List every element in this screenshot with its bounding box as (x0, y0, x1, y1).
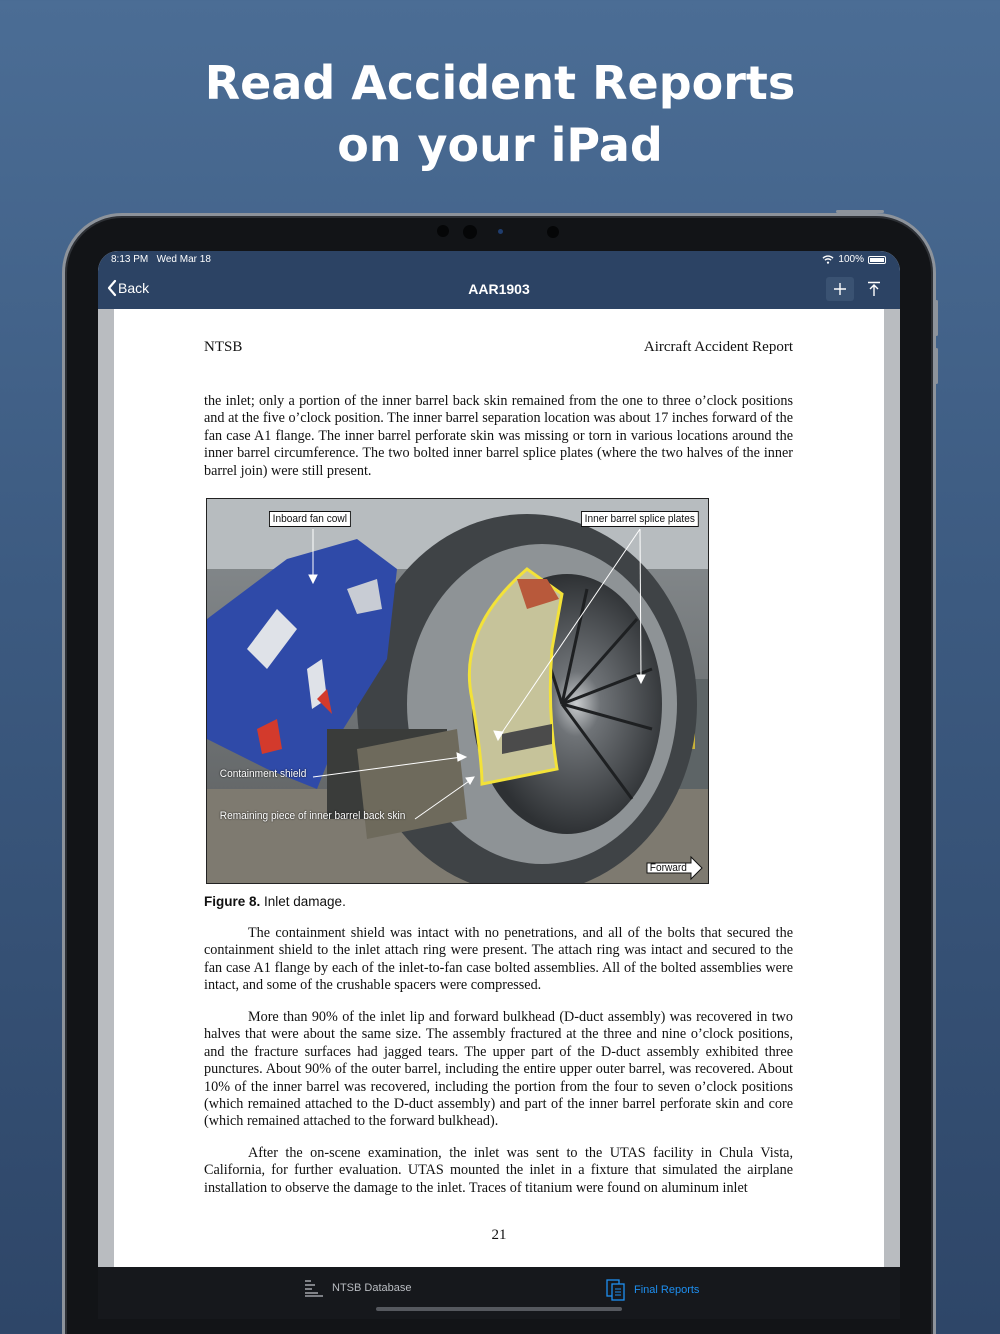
marketing-headline (0, 52, 1000, 176)
documents-icon (606, 1279, 626, 1301)
engine-photo (207, 499, 709, 884)
headline-line-1: Read Accident Reports (204, 56, 796, 110)
caption-number: Figure 8. (204, 894, 261, 909)
status-bar (98, 251, 900, 271)
tab-label-final-reports: Final Reports (634, 1284, 700, 1296)
label-inner-barrel-splice-plates: Inner barrel splice plates (581, 511, 699, 527)
status-time: 8:13 PM (111, 254, 149, 265)
document-title: AAR1903 (468, 281, 530, 297)
add-button[interactable] (826, 277, 854, 301)
scroll-top-button[interactable] (860, 277, 888, 301)
label-remaining-piece: Remaining piece of inner barrel back skin (219, 810, 406, 822)
tab-ntsb-database[interactable] (304, 1279, 411, 1297)
paragraph-2: The containment shield was intact with no penetrations, and all of the bolts that secured the containment shield to the inlet attach ring were present. The attach ring was intact and secured to the fan case A1 flange by each of the inlet-to-fan case bolted assemblies. All of the bolted assemblies were intact, and some of the crushable spacers were compressed. (204, 925, 793, 994)
tab-final-reports[interactable] (606, 1279, 699, 1301)
paragraph-3: More than 90% of the inlet lip and forward bulkhead (D-duct assembly) was recovered in two halves that were about the same size. The assembly fractured at the three and nine o’clock positions, and the fracture surfaces had jagged tears. The upper part of the D-duct assembly exhibited three punctures. About 90% of the outer barrel, including the entire upper outer barrel, was recovered. About 10% of the inner barrel was recovered, including the portion from the four to seven o’clock positions (which remained attached to the D-duct assembly) and part of the inner barrel perforate skin and core (which remained attached to the forward bulkhead). (204, 1009, 793, 1130)
camera-dot (463, 225, 477, 239)
camera-dot (437, 225, 449, 237)
back-label: Back (118, 280, 150, 296)
header-left: NTSB (204, 339, 243, 355)
document-viewer[interactable] (98, 309, 900, 1267)
figure-caption (204, 894, 346, 909)
volume-button (935, 348, 938, 384)
header-right: Aircraft Accident Report (643, 339, 793, 355)
paragraph-4: After the on-scene examination, the inlet was sent to the UTAS facility in Chula Vista, California, for further evaluation. UTAS mounted the inlet in a fixture that simulated the airplane installation to observe the damage to the inlet. Traces of titanium were found on aluminum inlet (204, 1145, 793, 1196)
headline-line-2: on your iPad (337, 118, 663, 172)
page-number: 21 (491, 1227, 507, 1243)
battery-percent: 100% (838, 254, 864, 265)
volume-button (935, 300, 938, 336)
power-button (836, 210, 884, 213)
tab-bar (98, 1267, 900, 1319)
camera-dot (498, 229, 503, 234)
navigation-bar (98, 271, 900, 309)
paragraph-1: the inlet; only a portion of the inner barrel back skin remained from the one to three o’clock positions and at the five o’clock position. The inner barrel separation location was about 17 inches forward of the fan case A1 flange. The inner barrel perforate skin was missing or torn in various locations around the inner barrel circumference. The two bolted inner barrel splice plates (where the two halves of the inner barrel join) were still present. (204, 393, 793, 479)
label-containment-shield: Containment shield (219, 768, 307, 780)
caption-text: Inlet damage. (260, 894, 346, 909)
figure-inlet-damage (206, 498, 709, 884)
label-forward: Forward (649, 862, 687, 874)
tab-label-ntsb-database: NTSB Database (332, 1282, 412, 1294)
label-inboard-fan-cowl: Inboard fan cowl (269, 511, 351, 527)
scroll-top-icon (867, 281, 881, 297)
battery-icon (868, 256, 886, 264)
document-page (114, 309, 884, 1267)
status-date: Wed Mar 18 (156, 254, 211, 265)
list-icon (304, 1279, 324, 1297)
home-indicator[interactable] (376, 1307, 622, 1311)
plus-icon (833, 282, 847, 296)
wifi-icon (822, 255, 834, 264)
camera-dot (547, 226, 559, 238)
ipad-screen (98, 251, 900, 1319)
